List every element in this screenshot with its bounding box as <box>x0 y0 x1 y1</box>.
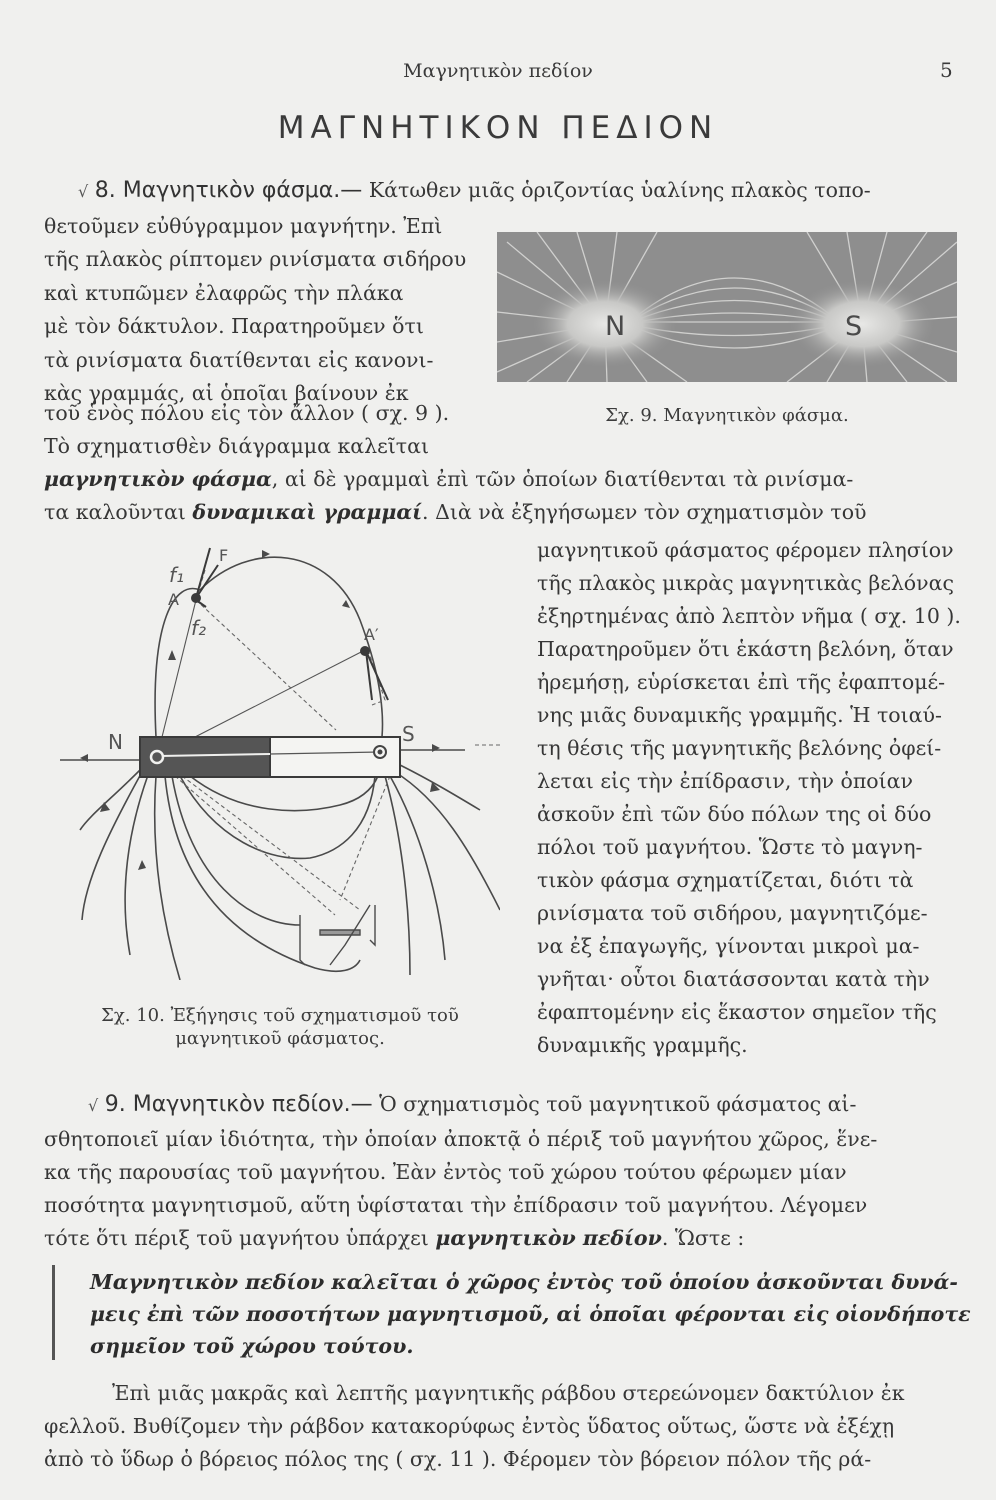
right-column-line: Παρατηροῦμεν ὅτι ἑκάστη βελόνη, ὅταν <box>537 637 954 661</box>
section8-title: 8. Μαγνητικὸν φάσμα.— <box>94 178 363 203</box>
running-head: Μαγνητικὸν πεδίον <box>403 60 593 82</box>
figure-10-field-lines-diagram <box>60 540 500 980</box>
section8-line-10: μαγνητικὸν φάσμα, αἱ δὲ γραμμαὶ ἐπὶ τῶν ὁποίων διατίθενται τὰ ρινίσμα- <box>44 467 854 491</box>
right-column-line: μαγνητικοῦ φάσματος φέρομεν πλησίον <box>537 538 954 562</box>
right-column-line: γνῆται· οὗτοι διατάσσονται κατὰ τὴν <box>537 967 930 991</box>
section8-line-8: τοῦ ἑνὸς πόλου εἰς τὸν ἄλλον ( σχ. 9 ). <box>44 401 450 425</box>
right-column-line: τη θέσις τῆς μαγνητικῆς βελόνης ὀφεί- <box>537 736 942 760</box>
section8-line-3: τῆς πλακὸς ρίπτομεν ρινίσματα σιδήρου <box>44 247 467 271</box>
right-column-line: πόλοι τοῦ μαγνήτου. Ὥστε τὸ μαγνη- <box>537 835 923 859</box>
definition-rule <box>52 1265 55 1360</box>
figure-10-caption-line-1: Σχ. 10. Ἐξήγησις τοῦ σχηματισμοῦ τοῦ <box>101 1005 459 1026</box>
label-f1: f₁ <box>169 563 185 587</box>
label-S: S <box>402 722 415 746</box>
label-A: A <box>168 590 179 609</box>
checkmark-icon: √ <box>78 182 89 201</box>
figure-9-magnetic-spectrum-image <box>497 232 957 382</box>
section9-line-4: ποσότητα μαγνητισμοῦ, αὕτη ὑφίσταται τὴν ἐπίδρασιν τοῦ μαγνήτου. Λέγομεν <box>44 1193 868 1217</box>
section8-first-line <box>78 178 871 203</box>
north-pole-label: N <box>605 311 626 342</box>
term-field-lines: δυναμικαὶ γραμμαί <box>192 500 423 524</box>
definition-line: Μαγνητικὸν πεδίον καλεῖται ὁ χῶρος ἐντὸς τοῦ ὁποίου ἀσκοῦνται δυνά- <box>90 1270 958 1294</box>
right-column-line: ἀσκοῦν ἐπὶ τῶν δύο πόλων της οἱ δύο <box>537 802 932 826</box>
checkmark-icon: √ <box>88 1096 99 1115</box>
section9-line-5: τότε ὅτι πέριξ τοῦ μαγνήτου ὑπάρχει μαγνητικὸν πεδίον. Ὥστε : <box>44 1226 745 1250</box>
closing-paragraph-line: φελλοῦ. Βυθίζομεν τὴν ράβδον κατακορύφως ἐντὸς ὕδατος οὕτως, ὥστε νὰ ἐξέχῃ <box>44 1414 895 1438</box>
section8-line-7: κὰς γραμμάς, αἱ ὁποῖαι βαίνουν ἐκ <box>44 381 409 405</box>
south-pole-label: S <box>845 311 863 342</box>
label-A-prime: A′ <box>364 625 379 644</box>
section8-line-5: μὲ τὸν δάκτυλον. Παρατηροῦμεν ὅτι <box>44 314 424 338</box>
section8-line-2: θετοῦμεν εὐθύγραμμον μαγνήτην. Ἐπὶ <box>44 214 443 238</box>
section8-line-6: τὰ ρινίσματα διατίθενται εἰς κανονι- <box>44 348 434 372</box>
iron-filings-pattern <box>497 232 957 382</box>
definition-line: μεις ἐπὶ τῶν ποσοτήτων μαγνητισμοῦ, αἱ ὁποῖαι φέρονται εἰς οἱονδήποτε <box>90 1302 971 1326</box>
right-column-line: νης μιᾶς δυναμικῆς γραμμῆς. Ἡ τοιαύ- <box>537 703 942 727</box>
section9-first-line <box>88 1092 856 1117</box>
right-column-line: δυναμικῆς γραμμῆς. <box>537 1033 748 1057</box>
right-column-line: τικὸν φάσμα σχηματίζεται, διότι τὰ <box>537 868 914 892</box>
term-magnetic-spectrum: μαγνητικὸν φάσμα <box>44 467 272 491</box>
section9-line-3: κα τῆς παρουσίας τοῦ μαγνήτου. Ἐὰν ἐντὸς τοῦ χώρου τούτου φέρωμεν μίαν <box>44 1160 847 1184</box>
section8-line-1: Κάτωθεν μιᾶς ὁριζοντίας ὑαλίνης πλακὸς τοπο- <box>368 178 871 202</box>
section9-line-2: σθητοποιεῖ μίαν ἰδιότητα, τὴν ὁποίαν ἀποκτᾷ ὁ πέριξ τοῦ μαγνήτου χῶρος, ἕνε- <box>44 1127 878 1151</box>
section8-line-9: Τὸ σχηματισθὲν διάγραμμα καλεῖται <box>44 434 429 458</box>
right-column-line: ἐξηρτημένας ἀπὸ λεπτὸν νῆμα ( σχ. 10 ). <box>537 604 961 628</box>
figure-10-caption-line-2: μαγνητικοῦ φάσματος. <box>175 1028 385 1049</box>
chapter-title: ΜΑΓΝΗΤΙΚΟΝ ΠΕΔΙΟΝ <box>277 110 719 146</box>
right-column-line: τῆς πλακὸς μικρὰς μαγνητικὰς βελόνας <box>537 571 954 595</box>
figure-9-caption: Σχ. 9. Μαγνητικὸν φάσμα. <box>605 405 849 426</box>
right-column-line: να ἐξ ἐπαγωγῆς, γίνονται μικροὶ μα- <box>537 934 920 958</box>
label-F: F <box>219 546 229 565</box>
section8-line-4: καὶ κτυπῶμεν ἐλαφρῶς τὴν πλάκα <box>44 281 404 305</box>
right-column-line: λεται εἰς τὴν ἐπίδρασιν, τὴν ὁποίαν <box>537 769 913 793</box>
right-column-line: ρινίσματα τοῦ σιδήρου, μαγνητιζόμε- <box>537 901 928 925</box>
section8-line-11: τα καλοῦνται δυναμικαὶ γραμμαί. Διὰ νὰ ἐξηγήσωμεν τὸν σχηματισμὸν τοῦ <box>44 500 867 524</box>
section9-line-1: Ὁ σχηματισμὸς τοῦ μαγνητικοῦ φάσματος αἰ- <box>379 1092 857 1116</box>
right-column-line: ἠρεμήσῃ, εὑρίσκεται ἐπὶ τῆς ἐφαπτομέ- <box>537 670 946 694</box>
page-number: 5 <box>940 58 953 82</box>
definition-line: σημεῖον τοῦ χώρου τούτου. <box>90 1334 414 1358</box>
closing-paragraph-line: ἀπὸ τὸ ὕδωρ ὁ βόρειος πόλος της ( σχ. 11 ). Φέρομεν τὸν βόρειον πόλον τῆς ρά- <box>44 1447 872 1471</box>
label-f2: f₂ <box>191 616 207 640</box>
right-column-line: ἐφαπτομένην εἰς ἕκαστον σημεῖον τῆς <box>537 1000 937 1024</box>
term-magnetic-field: μαγνητικὸν πεδίον <box>435 1226 662 1250</box>
label-N: N <box>108 730 123 754</box>
closing-paragraph-line: Ἐπὶ μιᾶς μακρᾶς καὶ λεπτῆς μαγνητικῆς ράβδου στερεώνομεν δακτύλιον ἐκ <box>112 1381 905 1405</box>
section9-title: 9. Μαγνητικὸν πεδίον.— <box>104 1092 373 1117</box>
